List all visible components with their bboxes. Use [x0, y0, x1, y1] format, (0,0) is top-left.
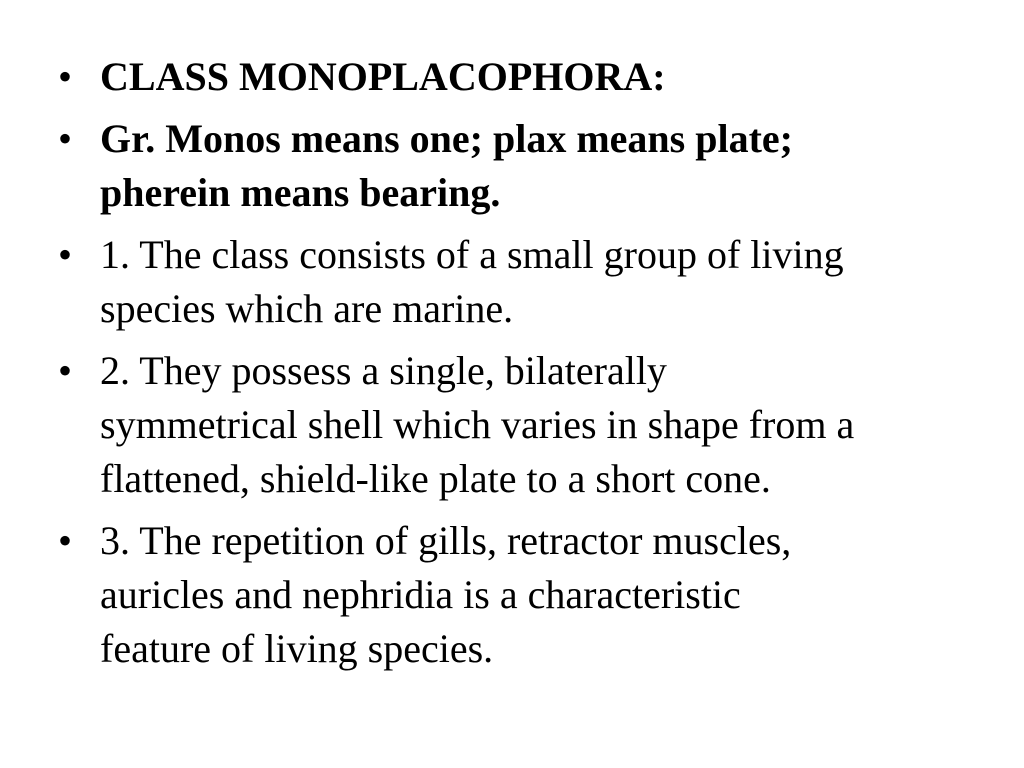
bullet-icon: • — [58, 54, 73, 99]
bullet-icon: • — [58, 518, 73, 563]
bullet-icon: • — [58, 232, 73, 277]
bullet-item-class-title — [58, 50, 984, 104]
bullet-item-point-1 — [58, 228, 984, 336]
bullet-text: 3. The repetition of gills, retractor muscles, auricles and nephridia is a characteristic feature of living species. — [100, 518, 792, 671]
bullet-text: Gr. Monos means one; plax means plate; pherein means bearing. — [100, 116, 793, 215]
bullet-icon: • — [58, 116, 73, 161]
bullet-icon: • — [58, 348, 73, 393]
bullet-text: 1. The class consists of a small group of living species which are marine. — [100, 232, 844, 331]
bullet-text: 2. They possess a single, bilaterally symmetrical shell which varies in shape from a flattened, shield-like plate to a short cone. — [100, 348, 855, 501]
bullet-item-point-2 — [58, 344, 984, 506]
bullet-item-etymology — [58, 112, 984, 220]
bullet-item-point-3 — [58, 514, 984, 676]
bullet-text: CLASS MONOPLACOPHORA: — [100, 54, 666, 99]
bullet-list — [58, 50, 984, 676]
